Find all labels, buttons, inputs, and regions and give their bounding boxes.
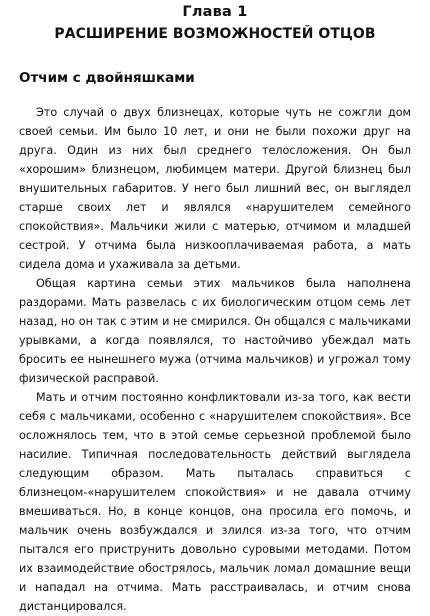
- body-text: [19, 103, 411, 616]
- paragraph-1: Это случай о двух близнецах, которые чуть не сожгли дом своей семьи. Им было 10 лет, и они не были похожи друг на друга. Один из них был среднего телосложения. Он был «хорошим» близнецом, любимцем матери. Другой близнец был внушительных габаритов. У него был лишний вес, он выглядел старше своих лет и являлся «нарушителем семейного спокойствия». Мальчики жили с матерью, отчимом и младшей сестрой. У отчима была низкооплачиваемая работа, а мать сидела дома и ухаживала за детьми.: [19, 106, 411, 271]
- chapter-label: Глава 1: [182, 4, 248, 20]
- paragraph-3: Мать и отчим постоянно конфликтовали из-за того, как вести себя с мальчиками, особенно с «нарушителем спокойствия». Все осложнялось тем, что в этой семье серьезной проблемой было насилие. Типичная последовательность действий выглядела следующим образом. Мать пыталась справиться с близнецом-«нарушителем спокойствия» и не давала отчиму вмешиваться. Но, в конце концов, она просила его помочь, и мальчик очень возбуждался и злился из-за того, что отчим пытался его приструнить довольно суровыми методами. Потом их взаимодействие обострялось, мальчик ломал домашние вещи и нападал на отчима. Мать расстраивалась, и отчим снова дистанцировался.: [19, 391, 411, 613]
- section-heading: Отчим с двойняшками: [19, 70, 195, 86]
- chapter-title: РАСШИРЕНИЕ ВОЗМОЖНОСТЕЙ ОТЦОВ: [54, 26, 376, 42]
- paragraph-2: Общая картина семьи этих мальчиков была наполнена раздорами. Мать развелась с их биологическим отцом семь лет назад, но он так с этим и не смирился. Он общался с мальчиками урывками, а когда появлялся, то настойчиво убеждал мать бросить ее нынешнего мужа (отчима мальчиков) и угрожал тому физической расправой.: [19, 277, 411, 385]
